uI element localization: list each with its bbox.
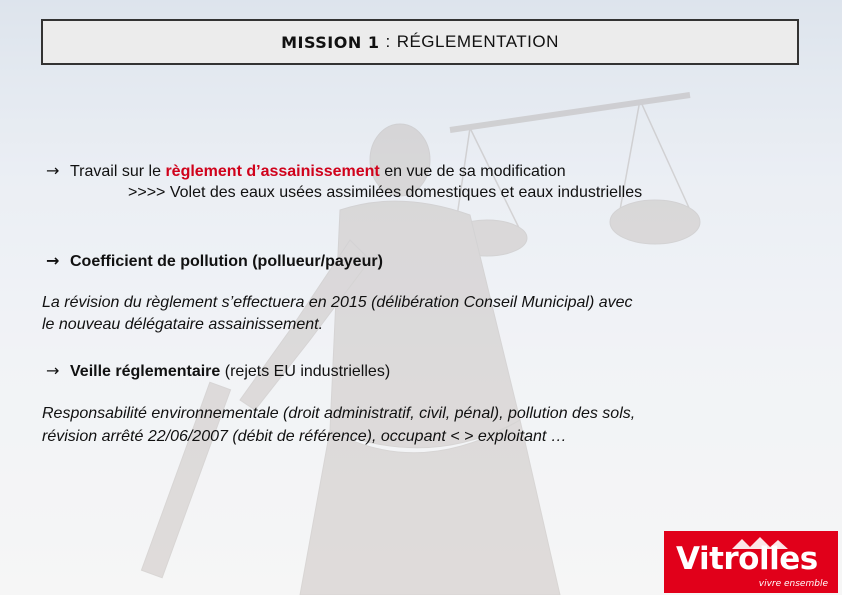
bullet-reglement [46,161,566,181]
note-revision-line2: le nouveau délégataire assainissement. [42,316,324,333]
title-topic: RÉGLEMENTATION [396,32,559,51]
bullet-veille [46,361,390,381]
title-mission: MISSION 1 [281,32,380,52]
note-responsabilite-line2: révision arrêté 22/06/2007 (débit de référence), occupant < > exploitant … [42,428,567,445]
bullet-text-pre: Travail sur le [70,163,166,180]
title-separator: : [385,32,391,51]
bullet-label: Coefficient de pollution (pollueur/payeur) [70,253,383,270]
bullet-sub-volet: >>>> Volet des eaux usées assimilées domestiques et eaux industrielles [128,184,643,201]
bullet-text-post: en vue de sa modification [379,163,566,180]
bullet-coefficient [46,251,383,271]
arrow-icon: → [46,161,60,180]
bullet-highlight: règlement d’assainissement [165,163,380,180]
arrow-icon: → [46,361,60,380]
bullet-text-post: (rejets EU industrielles) [220,363,391,380]
logo-name: Vitrolles [676,541,818,577]
logo-tagline: vivre ensemble [758,579,828,589]
note-revision-line1: La révision du règlement s’effectuera en 2015 (délibération Conseil Municipal) avec [42,294,633,311]
slide-title-box [41,19,799,65]
arrow-icon: → [46,251,60,270]
bullet-label: Veille réglementaire [70,363,221,380]
note-responsabilite-line1: Responsabilité environnementale (droit administratif, civil, pénal), pollution des sols, [42,405,636,422]
vitrolles-logo [664,531,838,593]
